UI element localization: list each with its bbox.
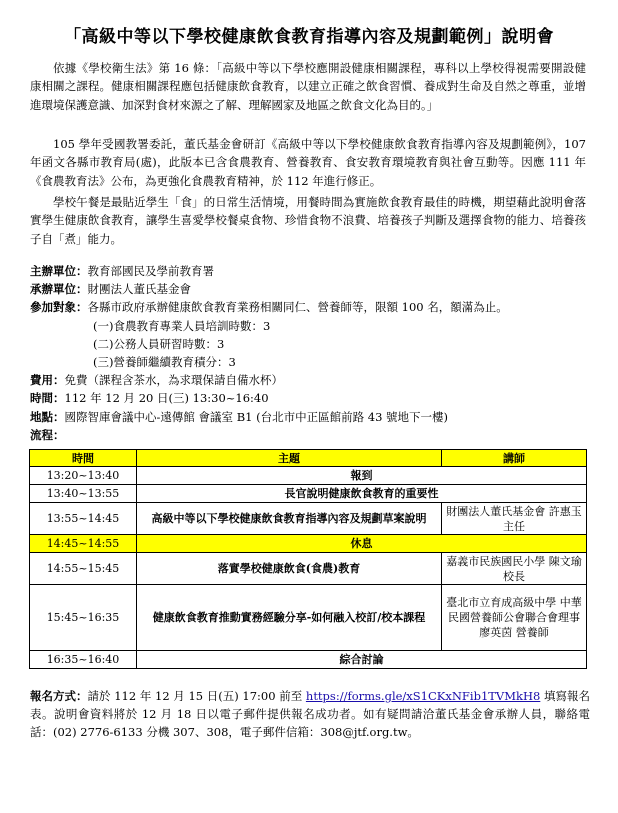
row-time: 14:45~14:55 (30, 535, 137, 553)
row-topic: 高級中等以下學校健康飲食教育指導內容及規劃草案說明 (137, 503, 442, 535)
row-time: 13:55~14:45 (30, 503, 137, 535)
credit-item: (一)食農教育專業人員培訓時數：3 (93, 318, 271, 333)
contractor-label: 承辦單位： (30, 282, 88, 297)
participants-label: 參加對象： (30, 300, 88, 315)
row-speaker: 財團法人董氏基金會 許惠玉 主任 (442, 503, 587, 535)
schedule-header-row (30, 450, 587, 467)
schedule-row (30, 553, 587, 585)
schedule-row-break (30, 535, 587, 553)
organizer-row (30, 262, 590, 280)
row-speaker: 嘉義市民族國民小學 陳文瑜 校長 (442, 553, 587, 585)
row-topic: 落實學校健康飲食(食農)教育 (137, 553, 442, 585)
flow-label: 流程： (30, 427, 65, 442)
row-topic: 報到 (137, 467, 587, 485)
row-time: 13:20~13:40 (30, 467, 137, 485)
time-value: 112 年 12 月 20 日(三) 13:30~16:40 (64, 391, 269, 406)
location-label: 地點： (30, 409, 65, 424)
organizer-value: 教育部國民及學前教育署 (87, 264, 214, 278)
schedule-row (30, 585, 587, 651)
row-topic: 長官說明健康飲食教育的重要性 (137, 485, 587, 503)
flow-row (30, 426, 590, 444)
schedule-row (30, 467, 587, 485)
fee-value: 免費（課程含茶水，為求環保請自備水杯） (64, 373, 283, 388)
location-row (30, 408, 590, 426)
time-row (30, 389, 590, 407)
credit-item: (三)營養師繼續教育積分：3 (93, 354, 236, 369)
time-label: 時間： (30, 391, 65, 406)
participants-row (30, 298, 590, 316)
schedule-table (29, 449, 587, 669)
row-topic: 健康飲食教育推動實務經驗分享-如何融入校訂/校本課程 (137, 585, 442, 651)
document-title: 「高級中等以下學校健康飲食教育指導內容及規劃範例」說明會 (64, 27, 554, 47)
fee-row (30, 371, 590, 389)
participants-value: 各縣市政府承辦健康飲食教育業務相關同仁、營養師等，限額 100 名，額滿為止。 (87, 300, 508, 315)
header-topic: 主題 (137, 450, 442, 467)
registration-form-link[interactable]: https://forms.gle/xS1CKxNFib1TVMkH8 (305, 689, 541, 703)
schedule-row (30, 485, 587, 503)
intro-paragraph-history: 105 學年受國教署委託，董氏基金會研訂《高級中等以下學校健康飲食教育指導內容及規劃範例》，107 年函文各縣市教育局(處)，此版本已含食農教育、營養教育、食安教育環境教育與社會互動等。因應 111 年《食農教育法》公布，為更強化食農教育精神，於 112 年進行修正。 (30, 137, 586, 188)
credit-item: (二)公務人員研習時數：3 (93, 336, 225, 351)
schedule-row (30, 503, 587, 535)
event-info (30, 262, 590, 444)
organizer-label: 主辦單位： (30, 264, 88, 278)
schedule-row (30, 651, 587, 669)
row-topic: 休息 (137, 535, 587, 553)
contractor-value: 財團法人董氏基金會 (87, 282, 191, 297)
row-time: 15:45~16:35 (30, 585, 137, 651)
registration-text-after-link: 填寫報名表。說明會資料將於 12 月 18 日以電子郵件提供報名成功者。如有疑問請洽董氏基金會承辦人員，聯絡電話：(02) 2776-6133 分機 307、308，電子郵件信箱：308@jtf.org.tw。 (30, 689, 591, 740)
row-time: 13:40~13:55 (30, 485, 137, 503)
header-speaker: 講師 (442, 450, 587, 467)
registration-info (30, 687, 590, 742)
registration-text-before-link: 請於 112 年 12 月 15 日(五) 17:00 前至 (87, 689, 306, 703)
row-speaker: 臺北市立育成高級中學 中華民國營養師公會聯合會理事 廖英茵 營養師 (442, 585, 587, 651)
contractor-row (30, 280, 590, 298)
intro-paragraph-law: 依據《學校衛生法》第 16 條：「高級中等以下學校應開設健康相關課程，專科以上學校得視需要開設健康相關之課程。健康相關課程應包括健康飲食教育，以建立正確之飲食習慣、養成對生命及自然之尊重，並增進環境保護意識、加深對食材來源之了解、理解國家及地區之飲食文化為目的。」 (30, 61, 586, 112)
row-time: 16:35~16:40 (30, 651, 137, 669)
header-time: 時間 (30, 450, 137, 467)
fee-label: 費用： (30, 373, 65, 388)
location-value: 國際智庫會議中心-遠傳館 會議室 B1 (台北市中正區館前路 43 號地下一樓) (64, 409, 449, 424)
row-topic: 綜合討論 (137, 651, 587, 669)
registration-label: 報名方式： (30, 689, 88, 703)
intro-paragraph-purpose: 學校午餐是最貼近學生「食」的日常生活情境，用餐時間為實施飲食教育最佳的時機，期望藉此說明會落實學生健康飲食教育，讓學生喜愛學校餐桌食物、珍惜食物不浪費、培養孩子判斷及選擇食物的能力、培養孩子自「煮」能力。 (30, 195, 586, 246)
row-time: 14:55~15:45 (30, 553, 137, 585)
